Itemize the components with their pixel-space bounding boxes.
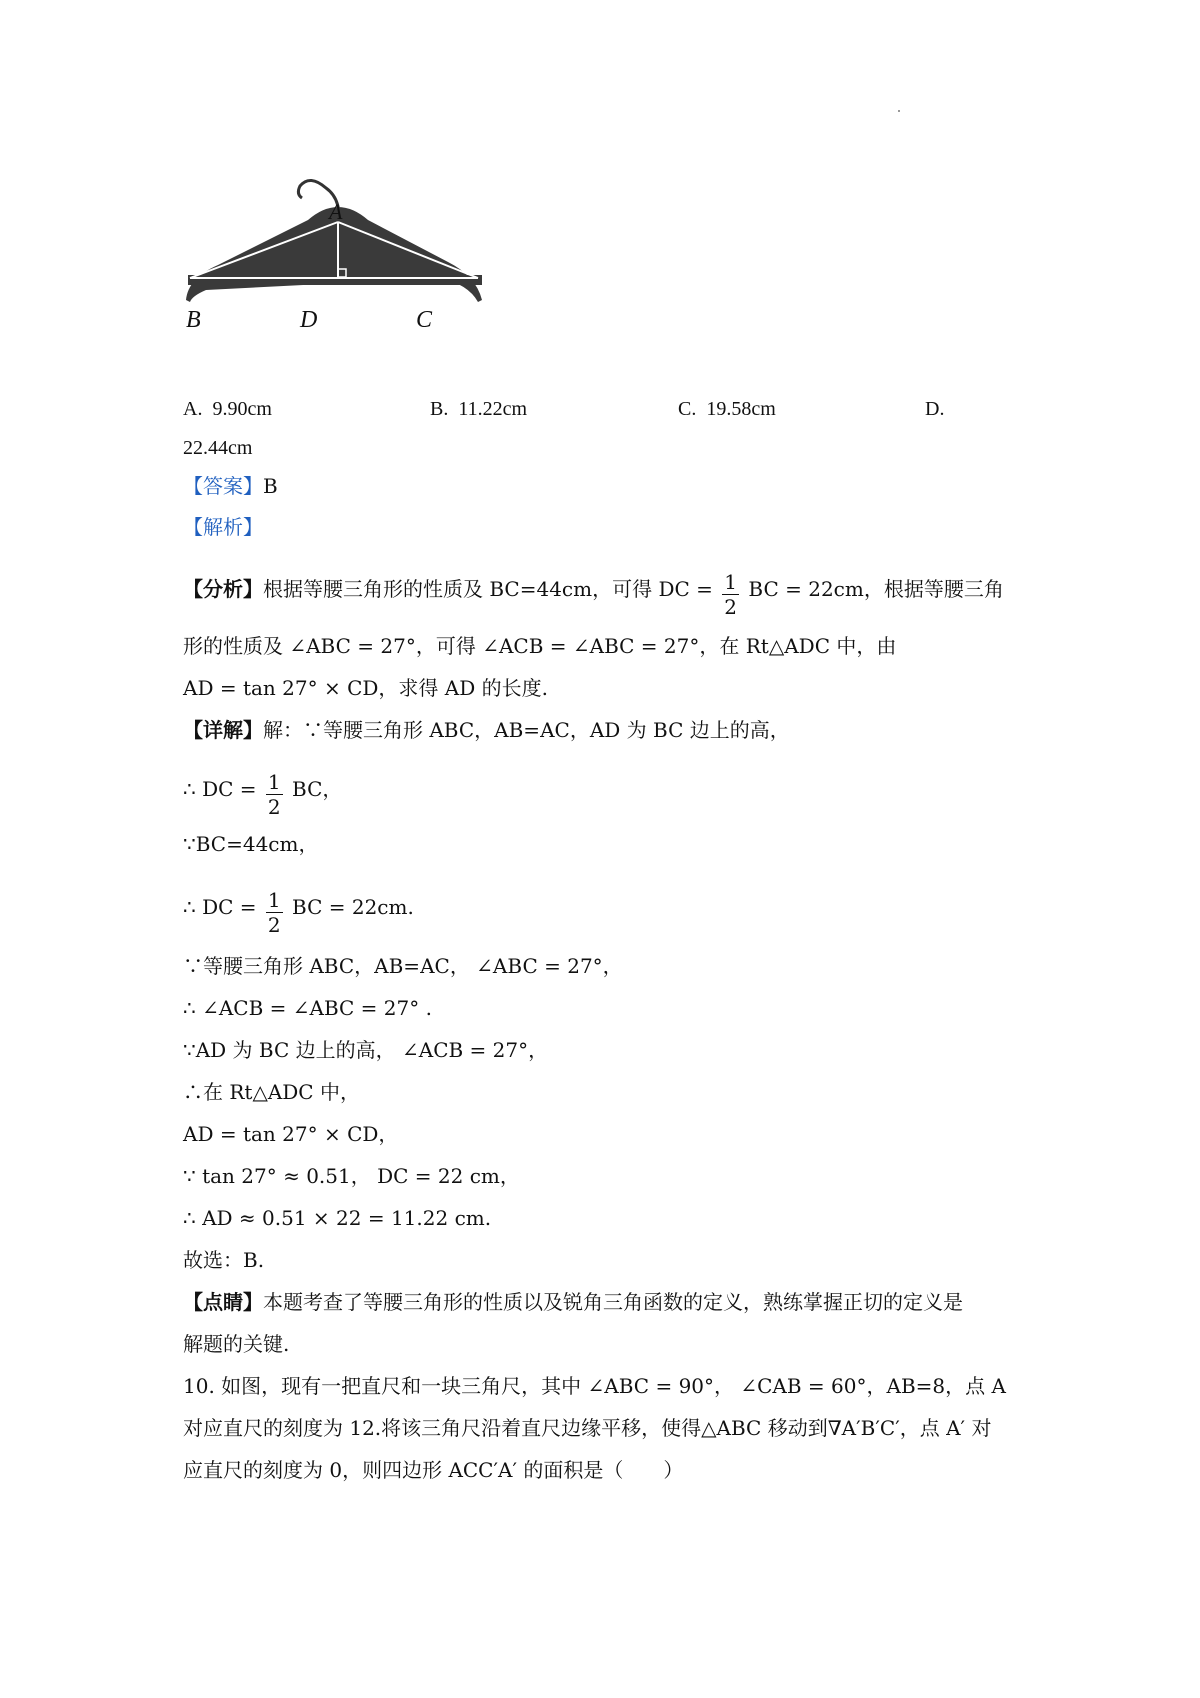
label-D: D: [300, 307, 318, 333]
fraction-half: $\frac{1}{2}$: [267, 770, 281, 819]
detail-line-2: ∴ DC = $\frac{1}{2}$ BC，: [183, 770, 343, 819]
hanger-bar: [188, 275, 482, 285]
option-a: A. 9.90cm: [183, 398, 272, 420]
fenxi-line-3: AD = tan 27° × CD，求得 AD 的长度.: [183, 676, 548, 700]
label-A: A: [329, 199, 343, 224]
detail-line-3: ∵BC=44cm，: [183, 832, 319, 856]
label-C: C: [416, 307, 433, 333]
detail-line-6: ∴ ∠ACB = ∠ABC = 27° .: [183, 996, 432, 1020]
detail-line-7: ∵AD 为 BC 边上的高， ∠ACB = 27°，: [183, 1038, 549, 1062]
analysis-tag: 【解析】: [183, 515, 263, 539]
hanger-figure: [178, 150, 498, 350]
label-B: B: [186, 307, 201, 333]
detail-line-4: ∴ DC = $\frac{1}{2}$ BC = 22cm.: [183, 888, 414, 937]
detail-line-10: ∵ tan 27° ≈ 0.51， DC = 22 cm，: [183, 1164, 520, 1188]
fraction-half: $\frac{1}{2}$: [267, 888, 281, 937]
option-d-value: 22.44cm: [183, 437, 253, 459]
fenxi-line-2: 形的性质及 ∠ABC = 27°，可得 ∠ACB = ∠ABC = 27°，在 Rt△ADC 中，由: [183, 634, 897, 658]
detail-line-8: ∴在 Rt△ADC 中，: [183, 1080, 360, 1104]
option-d-key: D.: [925, 398, 945, 420]
option-c: C. 19.58cm: [678, 398, 776, 420]
fenxi-line-1: 【分析】根据等腰三角形的性质及 BC=44cm，可得 DC = $\frac{1}{2}$ BC = 22cm，根据等腰三角: [183, 570, 1004, 619]
detail-line-1: 【详解】解：∵等腰三角形 ABC，AB=AC，AD 为 BC 边上的高，: [183, 718, 790, 742]
detail-line-11: ∴ AD ≈ 0.51 × 22 = 11.22 cm.: [183, 1206, 492, 1230]
dianjing-line-2: 解题的关键.: [183, 1332, 290, 1356]
scan-speck: [898, 110, 900, 112]
detail-line-9: AD = tan 27° × CD，: [183, 1122, 399, 1146]
q10-line-2: 对应直尺的刻度为 12.将该三角尺沿着直尺边缘平移，使得△ABC 移动到∇A′B′C′，点 A′ 对: [183, 1416, 992, 1440]
dianjing-line-1: 【点睛】本题考查了等腰三角形的性质以及锐角三角函数的定义，熟练掌握正切的定义是: [183, 1290, 963, 1314]
q10-line-3: 应直尺的刻度为 0，则四边形 ACC′A′ 的面积是（ ）: [183, 1458, 684, 1482]
detail-line-5: ∵等腰三角形 ABC，AB=AC， ∠ABC = 27°，: [183, 954, 623, 978]
fraction-half: $\frac{1}{2}$: [724, 570, 738, 619]
q10-line-1: 10. 如图，现有一把直尺和一块三角尺，其中 ∠ABC = 90°， ∠CAB = 60°，AB=8，点 A: [183, 1374, 1006, 1398]
answer-line: 【答案】B: [183, 474, 278, 498]
option-b: B. 11.22cm: [430, 398, 528, 420]
detail-line-12: 故选：B.: [183, 1248, 265, 1272]
